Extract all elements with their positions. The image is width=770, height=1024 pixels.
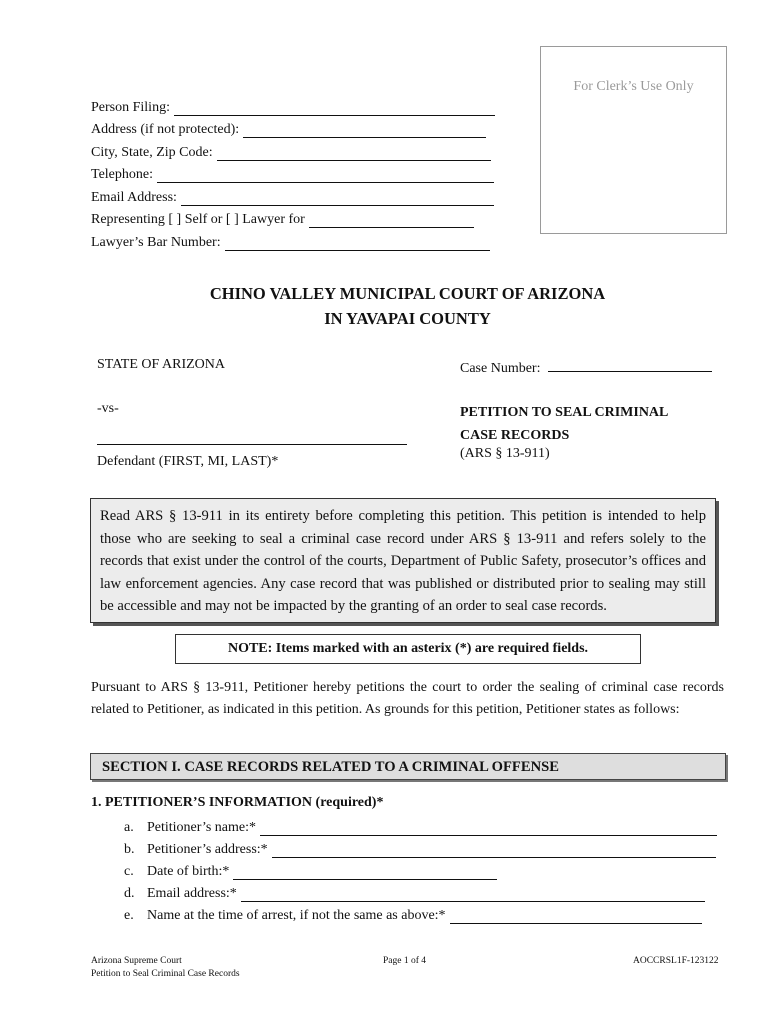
petition-title-line2: CASE RECORDS <box>460 428 570 443</box>
petitioner-name-row <box>124 814 717 836</box>
email-address-row <box>124 880 717 902</box>
footer-page-number: Page 1 of 4 <box>383 956 427 966</box>
name-at-arrest-row <box>124 902 717 924</box>
ars-reference: (ARS § 13-911) <box>460 446 550 461</box>
petitioner-address-row <box>124 836 717 858</box>
address-label: Address (if not protected): <box>91 122 240 137</box>
person-filing-field[interactable] <box>174 101 495 116</box>
field-letter: b. <box>124 842 135 857</box>
address-row <box>91 116 495 139</box>
email-field[interactable] <box>181 191 494 206</box>
case-number-field[interactable] <box>548 357 712 372</box>
telephone-field[interactable] <box>157 168 494 183</box>
bar-number-row <box>91 228 495 251</box>
clerk-use-box <box>540 46 727 234</box>
name-at-arrest-label: Name at the time of arrest, if not the same as above:* <box>147 908 446 923</box>
section-1-header: SECTION I. CASE RECORDS RELATED TO A CRIMINAL OFFENSE <box>90 753 726 780</box>
case-number-label: Case Number: <box>460 361 541 376</box>
city-state-zip-row <box>91 138 495 161</box>
representing-row <box>91 206 495 229</box>
court-name: CHINO VALLEY MUNICIPAL COURT OF ARIZONA <box>209 284 606 303</box>
lawyer-for-field[interactable] <box>309 213 474 228</box>
email-row <box>91 183 495 206</box>
filer-info-block <box>91 93 495 251</box>
petition-title-line1: PETITION TO SEAL CRIMINAL <box>460 405 669 420</box>
telephone-row <box>91 161 495 184</box>
date-of-birth-row <box>124 858 717 880</box>
vs-label: -vs- <box>97 401 119 416</box>
petitioner-address-label: Petitioner’s address:* <box>147 842 268 857</box>
state-label: STATE OF ARIZONA <box>97 357 225 372</box>
telephone-label: Telephone: <box>91 167 153 182</box>
petitioner-address-field[interactable] <box>272 843 716 858</box>
required-fields-note: NOTE: Items marked with an asterix (*) are required fields. <box>175 634 641 664</box>
person-filing-label: Person Filing: <box>91 99 170 115</box>
address-field[interactable] <box>243 123 486 138</box>
petitioner-info-heading: 1. PETITIONER’S INFORMATION (required)* <box>91 795 384 810</box>
date-of-birth-label: Date of birth:* <box>147 864 230 879</box>
case-number-row <box>460 357 712 377</box>
field-letter: e. <box>124 908 134 923</box>
email-label: Email Address: <box>91 189 177 205</box>
person-filing-row <box>91 93 495 116</box>
court-county: IN YAVAPAI COUNTY <box>324 309 491 328</box>
email-address-field[interactable] <box>241 887 705 902</box>
bar-number-label: Lawyer’s Bar Number: <box>91 234 221 250</box>
name-at-arrest-field[interactable] <box>450 909 702 924</box>
date-of-birth-field[interactable] <box>233 865 497 880</box>
footer-court: Arizona Supreme Court <box>91 956 182 966</box>
footer-form-title: Petition to Seal Criminal Case Records <box>91 969 240 979</box>
city-state-zip-field[interactable] <box>217 146 491 161</box>
petition-title <box>460 401 668 447</box>
petitioner-fields <box>124 814 717 924</box>
email-address-label: Email address:* <box>147 886 237 901</box>
bar-number-field[interactable] <box>225 236 490 251</box>
clerk-use-label: For Clerk’s Use Only <box>573 79 694 94</box>
footer-left <box>91 955 240 981</box>
petitioner-name-label: Petitioner’s name:* <box>147 820 256 835</box>
defendant-label: Defendant (FIRST, MI, LAST)* <box>97 454 279 469</box>
field-letter: d. <box>124 886 135 901</box>
defendant-name-field[interactable] <box>97 444 407 445</box>
pursuant-paragraph: Pursuant to ARS § 13-911, Petitioner hereby petitions the court to order the sealing of criminal case records related to Petitioner, as indicated in this petition. As grounds for this petition, Petitioner states as follows: <box>91 680 724 717</box>
field-letter: a. <box>124 820 134 835</box>
representing-label: Representing [ ] Self or [ ] Lawyer for <box>91 212 305 227</box>
petitioner-name-field[interactable] <box>260 821 717 836</box>
field-letter: c. <box>124 864 134 879</box>
footer-form-code: AOCCRSL1F-123122 <box>633 956 719 966</box>
city-state-zip-label: City, State, Zip Code: <box>91 144 213 160</box>
instructions-box: Read ARS § 13-911 in its entirety before completing this petition. This petition is intended to help those who are seeking to seal a criminal case record under ARS § 13-911 and refers solely to the records that exist under the control of the courts, Department of Public Safety, prosecutor’s offices and law enforcement agencies. Any case record that was published or distributed prior to sealing may still be accessible and may not be impacted by the granting of an order to seal case records. <box>90 498 716 623</box>
